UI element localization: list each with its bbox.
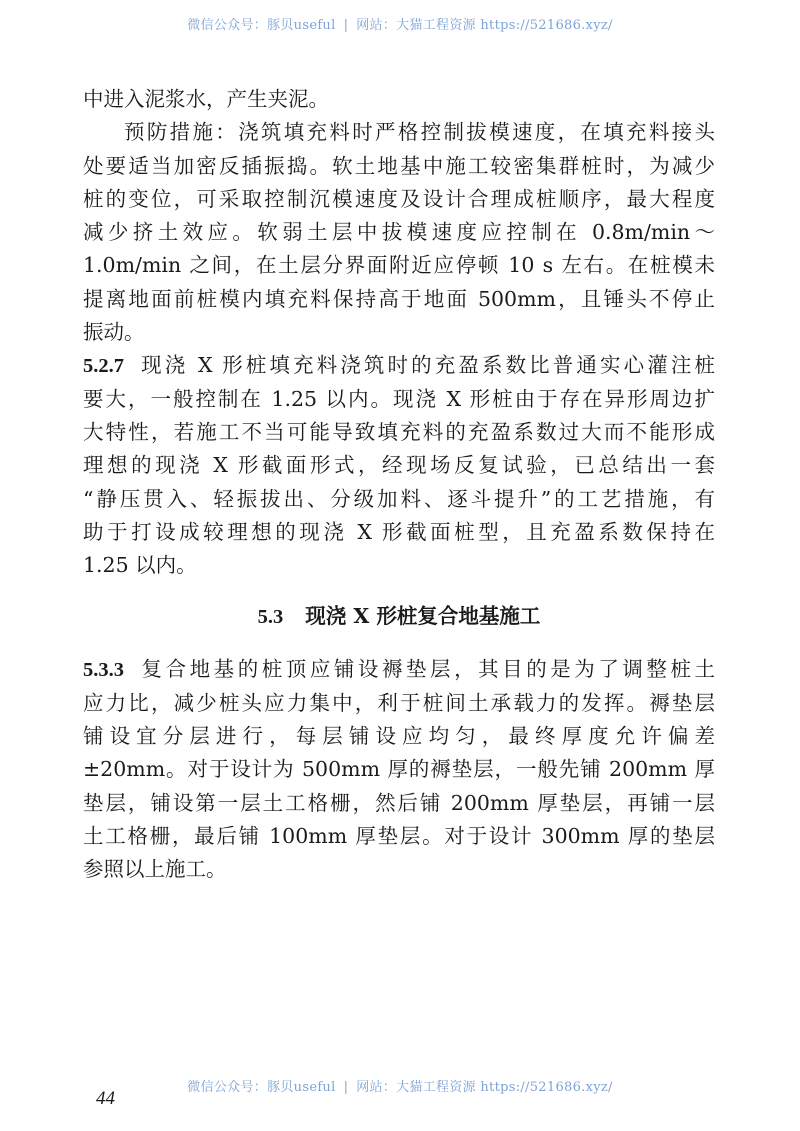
section-number: 5.3 [257, 606, 284, 629]
text-line: 1.25 以内。 [83, 553, 197, 578]
clause-text: 现浇 X 形桩填充料浇筑时的充盈系数比普通实心灌注桩 [138, 353, 715, 378]
text-line: 振动。 [83, 320, 145, 345]
text-line: 要大，一般控制在 1.25 以内。现浇 X 形桩由于存在异形周边扩 [83, 386, 715, 411]
clause-5-2-7 [83, 349, 715, 582]
section-title: 现浇 X 形桩复合地基施工 [305, 604, 541, 629]
watermark-bottom [0, 1076, 800, 1095]
text-line: 土工格栅，最后铺 100mm 厚垫层。对于设计 300mm 厚的垫层 [83, 823, 715, 848]
text-line: 中进入泥浆水，产生夹泥。 [83, 87, 329, 111]
watermark-right: 网站：大猫工程资源 https://521686.xyz/ [356, 1080, 613, 1095]
clause-5-3-3 [83, 653, 715, 886]
watermark-left: 微信公众号：豚贝useful [187, 1080, 336, 1095]
paragraph-continuation [83, 83, 715, 116]
section-heading [83, 600, 715, 633]
clause-number: 5.2.7 [83, 355, 124, 378]
watermark-top [0, 14, 800, 33]
text-line: 提离地面前桩模内填充料保持高于地面 500mm，且锤头不停止 [83, 286, 715, 311]
page-number: 44 [96, 1088, 115, 1109]
text-line: ±20mm。对于设计为 500mm 厚的褥垫层，一般先铺 200mm 厚 [83, 757, 715, 782]
watermark-right: 网站：大猫工程资源 https://521686.xyz/ [356, 18, 613, 33]
text-line: 1.0m/min 之间，在土层分界面附近应停顿 10 s 左右。在桩模未 [83, 253, 715, 278]
text-line: 大特性，若施工不当可能导致填充料的充盈系数过大而不能形成 [83, 419, 715, 444]
watermark-separator: | [343, 18, 349, 33]
text-line: 减少挤土效应。软弱土层中拔模速度应控制在 0.8m/min～ [83, 220, 715, 245]
text-line: 桩的变位，可采取控制沉模速度及设计合理成桩顺序，最大程度 [83, 186, 715, 211]
text-line [83, 653, 715, 686]
clause-number: 5.3.3 [83, 659, 124, 682]
page-body [83, 83, 715, 887]
text-line [83, 349, 715, 382]
text-line: “静压贯入、轻振拔出、分级加料、逐斗提升”的工艺措施，有 [83, 486, 715, 511]
text-line: 预防措施：浇筑填充料时严格控制拔模速度，在填充料接头 [124, 120, 715, 145]
watermark-left: 微信公众号：豚贝useful [187, 18, 336, 33]
text-line: 铺设宜分层进行，每层铺设应均匀，最终厚度允许偏差 [83, 724, 715, 749]
watermark-separator: | [343, 1080, 349, 1095]
text-line: 垫层，铺设第一层土工格栅，然后铺 200mm 厚垫层，再铺一层 [83, 790, 715, 815]
paragraph-prevention [83, 116, 715, 349]
text-line: 理想的现浇 X 形截面形式，经现场反复试验，已总结出一套 [83, 453, 715, 478]
text-line: 助于打设成较理想的现浇 X 形截面桩型，且充盈系数保持在 [83, 519, 715, 544]
text-line: 应力比，减少桩头应力集中，利于桩间土承载力的发挥。褥垫层 [83, 690, 715, 715]
text-line: 参照以上施工。 [83, 857, 227, 882]
clause-text: 复合地基的桩顶应铺设褥垫层，其目的是为了调整桩土 [138, 657, 715, 682]
text-line: 处要适当加密反插振捣。软土地基中施工较密集群桩时，为减少 [83, 153, 715, 178]
